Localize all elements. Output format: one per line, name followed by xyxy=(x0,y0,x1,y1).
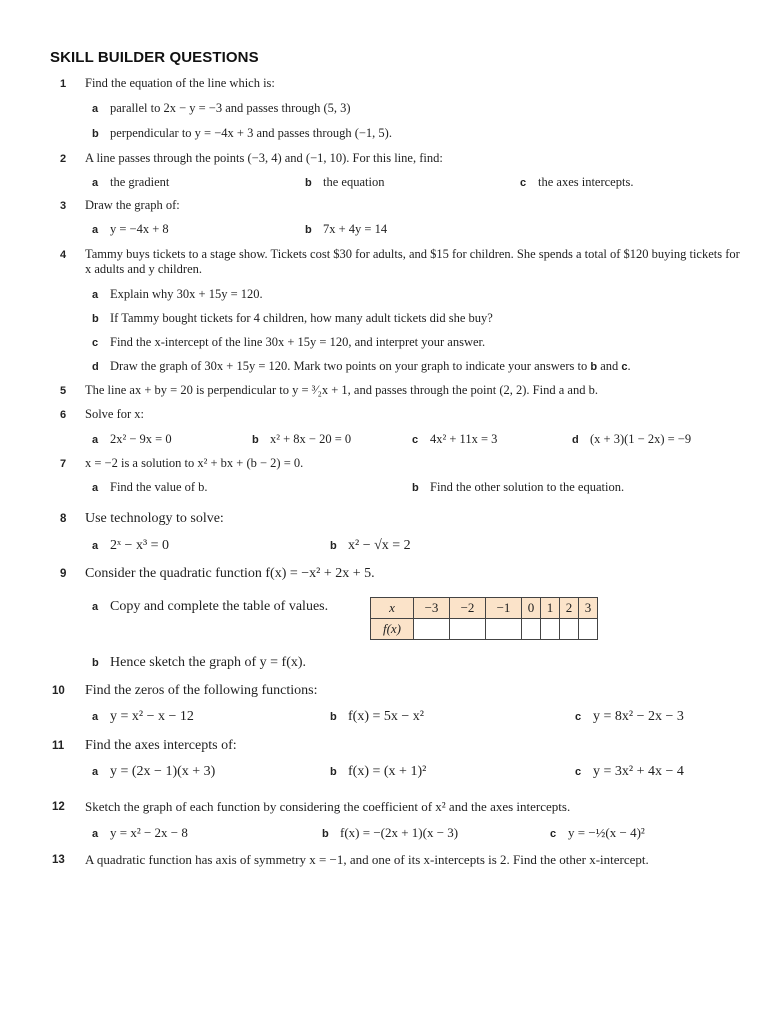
question-number: 10 xyxy=(52,685,65,697)
subquestion-6c xyxy=(412,432,497,448)
subquestion-text: Find the value of b. xyxy=(110,480,208,494)
subquestion-letter: c xyxy=(92,337,99,349)
question-text: Draw the graph of: xyxy=(85,198,180,212)
subquestion-text: Draw the graph of 30x + 15y = 120. Mark two points on your graph to indicate your answers to xyxy=(110,359,588,373)
question-text: Tammy buys tickets to a stage show. Tickets cost $30 for adults, and $15 for children. She spends a total of $120 buying tickets for x adults and y children. xyxy=(85,247,740,276)
question-number: 1 xyxy=(60,78,67,90)
subquestion-8a xyxy=(92,538,169,554)
subquestion-text: the gradient xyxy=(110,175,170,189)
table-x-value: 0 xyxy=(522,598,541,619)
subquestion-text: y = 3x² + 4x − 4 xyxy=(593,764,684,779)
subquestion-text: 7x + 4y = 14 xyxy=(323,222,388,236)
subquestion-letter: b xyxy=(412,482,419,494)
subquestion-12b xyxy=(322,825,458,842)
table-head-x: x xyxy=(371,598,414,619)
subquestion-letter: b xyxy=(252,434,259,446)
subquestion-3a xyxy=(92,222,169,238)
subquestion-text: Hence sketch the graph of y = f(x). xyxy=(110,655,307,670)
subquestion-text: If Tammy bought tickets for 4 children, how many adult tickets did she buy? xyxy=(110,311,493,325)
table-blank-cell xyxy=(579,619,598,640)
subquestion-letter: a xyxy=(92,289,99,301)
subquestion-6b xyxy=(252,432,351,448)
bold-reference-b: b xyxy=(590,361,598,373)
subquestion-8b xyxy=(330,538,411,554)
subquestion-4b xyxy=(92,311,493,327)
bold-reference-c: c xyxy=(621,361,628,373)
subquestion-text: (x + 3)(1 − 2x) = −9 xyxy=(590,432,692,446)
subquestion-letter: c xyxy=(550,828,557,840)
table-x-value: 1 xyxy=(541,598,560,619)
subquestion-10b xyxy=(330,709,424,725)
subquestion-letter: a xyxy=(92,434,99,446)
subquestion-11b xyxy=(330,764,426,780)
question-text: A quadratic function has axis of symmetry x = −1, and one of its x-intercepts is 2. Find the other x-intercept. xyxy=(85,852,649,867)
subquestion-text: 4x² + 11x = 3 xyxy=(430,432,498,446)
subquestion-letter: a xyxy=(92,103,99,115)
subquestion-text: Find the x-intercept of the line 30x + 15y = 120, and interpret your answer. xyxy=(110,335,486,349)
subquestion-letter: b xyxy=(92,313,99,325)
table-blank-cell xyxy=(414,619,450,640)
subquestion-11a xyxy=(92,764,215,780)
subquestion-text: f(x) = (x + 1)² xyxy=(348,764,427,779)
subquestion-text: f(x) = 5x − x² xyxy=(348,709,424,724)
subquestion-text: 2ˣ − x³ = 0 xyxy=(110,538,170,553)
table-x-value: 3 xyxy=(579,598,598,619)
table-x-value: 2 xyxy=(560,598,579,619)
subquestion-4a xyxy=(92,287,263,303)
table-blank-cell xyxy=(560,619,579,640)
table-x-value: −1 xyxy=(486,598,522,619)
table-head-fx: f(x) xyxy=(371,619,414,640)
subquestion-letter: c xyxy=(412,434,419,446)
section-title: SKILL BUILDER QUESTIONS xyxy=(50,49,259,66)
subquestion-letter: b xyxy=(92,657,99,669)
subquestion-2c xyxy=(520,175,633,191)
subquestion-10a xyxy=(92,709,194,725)
table-of-values xyxy=(370,597,598,640)
subquestion-7a xyxy=(92,480,208,496)
question-number: 4 xyxy=(60,249,67,261)
subquestion-text: the axes intercepts. xyxy=(538,175,634,189)
table-blank-cell xyxy=(486,619,522,640)
question-text: Solve for x: xyxy=(85,407,145,421)
table-x-value: −3 xyxy=(414,598,450,619)
subquestion-1b xyxy=(92,126,392,142)
subquestion-text: Explain why 30x + 15y = 120. xyxy=(110,287,263,301)
subquestion-9b xyxy=(92,655,306,671)
subquestion-letter: d xyxy=(572,434,579,446)
table-row-x xyxy=(371,598,598,619)
subquestion-text: y = x² − 2x − 8 xyxy=(110,825,188,840)
subquestion-text: Find the other solution to the equation. xyxy=(430,480,625,494)
subquestion-4d xyxy=(92,359,631,375)
subquestion-letter: b xyxy=(330,766,337,778)
subquestion-text: x² + 8x − 20 = 0 xyxy=(270,432,352,446)
subquestion-text: x² − √x = 2 xyxy=(348,538,411,553)
subquestion-2a xyxy=(92,175,169,191)
table-blank-cell xyxy=(450,619,486,640)
subquestion-4c xyxy=(92,335,485,351)
subquestion-letter: b xyxy=(330,711,337,723)
subquestion-letter: d xyxy=(92,361,99,373)
subquestion-letter: a xyxy=(92,224,99,236)
subquestion-3b xyxy=(305,222,387,238)
question-number: 12 xyxy=(52,801,65,813)
subquestion-text-end: . xyxy=(627,359,631,373)
subquestion-text: the equation xyxy=(323,175,385,189)
question-number: 2 xyxy=(60,153,67,165)
question-number: 3 xyxy=(60,200,67,212)
question-number: 7 xyxy=(60,458,67,470)
subquestion-text: y = 8x² − 2x − 3 xyxy=(593,709,684,724)
subquestion-text-and: and xyxy=(597,359,622,373)
subquestion-letter: a xyxy=(92,177,99,189)
subquestion-7b xyxy=(412,480,624,496)
question-text: Find the equation of the line which is: xyxy=(85,76,275,90)
subquestion-12a xyxy=(92,825,188,842)
subquestion-letter: a xyxy=(92,711,99,723)
question-text: Find the zeros of the following functions: xyxy=(85,683,318,698)
question-text: The line ax + by = 20 is perpendicular to y = ³⁄₂x + 1, and passes through the point (2, 2). Find a and b. xyxy=(85,383,598,397)
question-text: A line passes through the points (−3, 4) and (−1, 10). For this line, find: xyxy=(85,151,443,165)
question-number: 5 xyxy=(60,385,67,397)
question-number: 8 xyxy=(60,513,67,525)
question-text: x = −2 is a solution to x² + bx + (b − 2) = 0. xyxy=(85,456,304,470)
table-blank-cell xyxy=(522,619,541,640)
subquestion-text: Copy and complete the table of values. xyxy=(110,599,329,614)
subquestion-letter: a xyxy=(92,601,99,613)
subquestion-text: 2x² − 9x = 0 xyxy=(110,432,172,446)
question-number: 6 xyxy=(60,409,67,421)
subquestion-letter: b xyxy=(305,177,312,189)
question-text: Find the axes intercepts of: xyxy=(85,738,237,753)
table-row-fx xyxy=(371,619,598,640)
subquestion-letter: c xyxy=(575,766,582,778)
question-number: 9 xyxy=(60,568,67,580)
subquestion-text: perpendicular to y = −4x + 3 and passes through (−1, 5). xyxy=(110,126,392,140)
subquestion-letter: c xyxy=(520,177,527,189)
subquestion-letter: a xyxy=(92,828,99,840)
subquestion-9a xyxy=(92,599,328,615)
subquestion-12c xyxy=(550,825,645,842)
subquestion-11c xyxy=(575,764,684,780)
question-text: Sketch the graph of each function by considering the coefficient of x² and the axes intercepts. xyxy=(85,799,571,814)
question-text: Consider the quadratic function f(x) = −x² + 2x + 5. xyxy=(85,566,375,581)
subquestion-letter: a xyxy=(92,540,99,552)
subquestion-letter: c xyxy=(575,711,582,723)
subquestion-letter: b xyxy=(305,224,312,236)
subquestion-2b xyxy=(305,175,384,191)
subquestion-6d xyxy=(572,432,691,448)
subquestion-letter: b xyxy=(92,128,99,140)
subquestion-10c xyxy=(575,709,684,725)
question-number: 13 xyxy=(52,854,65,866)
subquestion-text: y = −4x + 8 xyxy=(110,222,169,236)
table-x-value: −2 xyxy=(450,598,486,619)
subquestion-text: y = (2x − 1)(x + 3) xyxy=(110,764,216,779)
subquestion-letter: a xyxy=(92,766,99,778)
subquestion-letter: b xyxy=(322,828,329,840)
question-text: Use technology to solve: xyxy=(85,511,224,526)
subquestion-6a xyxy=(92,432,172,448)
subquestion-1a xyxy=(92,101,351,117)
subquestion-letter: a xyxy=(92,482,99,494)
subquestion-text: f(x) = −(2x + 1)(x − 3) xyxy=(340,825,459,840)
subquestion-text: parallel to 2x − y = −3 and passes through (5, 3) xyxy=(110,101,351,115)
question-number: 11 xyxy=(52,740,65,752)
subquestion-text: y = −½(x − 4)² xyxy=(568,825,645,840)
table-blank-cell xyxy=(541,619,560,640)
subquestion-text: y = x² − x − 12 xyxy=(110,709,194,724)
subquestion-letter: b xyxy=(330,540,337,552)
